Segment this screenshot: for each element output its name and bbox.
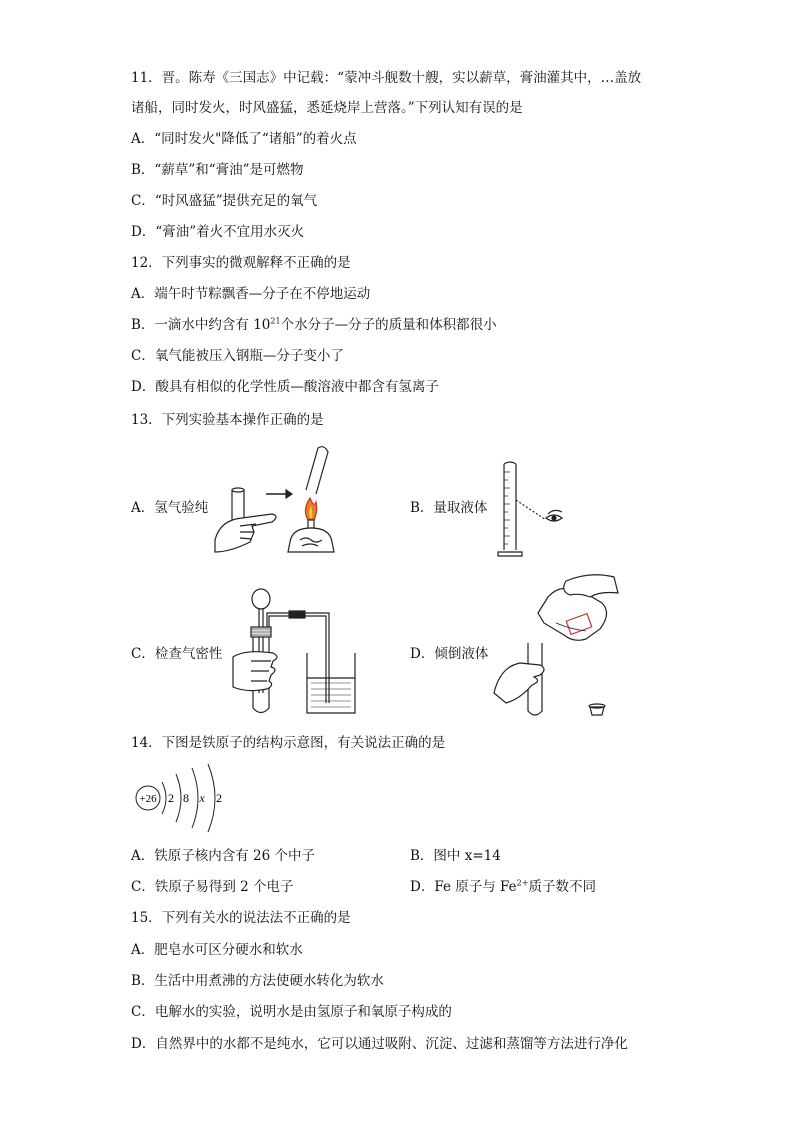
q14-option-b: B．图中 x=14 [410, 848, 501, 864]
measuring-cylinder-illustration [490, 460, 580, 560]
q14-option-d-text: D．Fe 原子与 Fe [410, 879, 517, 895]
hydrogen-test-illustration [210, 442, 355, 557]
q11-option-c: C．“时风盛猛”提供充足的氧气 [131, 193, 318, 209]
q14-option-a: A．铁原子核内含有 26 个中子 [131, 848, 316, 864]
q14-stem: 14．下图是铁原子的结构示意图，有关说法正确的是 [131, 735, 446, 751]
q15-stem: 15．下列有关水的说法法不正确的是 [131, 910, 351, 926]
q15-option-c: C．电解水的实验，说明水是由氢原子和氧原子构成的 [131, 1004, 452, 1020]
nucleus-charge-label: +26 [139, 793, 157, 805]
q12-option-b-text: B．一滴水中约含有 10 [131, 317, 271, 333]
q12-option-b-exponent: 21 [270, 316, 281, 326]
q14-option-d [410, 877, 596, 897]
q13-option-d: D．倾倒液体 [410, 646, 489, 662]
shell-1-electrons: 2 [168, 791, 174, 805]
shell-3-electrons: x [199, 791, 205, 805]
q11-option-b: B．“薪草”和“膏油”是可燃物 [131, 162, 304, 178]
q12-option-a: A．端午时节粽飘香—分子在不停地运动 [131, 286, 371, 302]
q13-option-c: C．检查气密性 [131, 646, 223, 662]
q13-option-a: A．氢气验纯 [131, 500, 209, 516]
airtightness-check-illustration [225, 583, 375, 718]
q12-option-d: D．酸具有相似的化学性质—酸溶液中都含有氢离子 [131, 379, 439, 395]
q14-option-d-charge: 2+ [516, 878, 529, 888]
q14-option-c: C．铁原子易得到 2 个电子 [131, 879, 294, 895]
shell-2-electrons: 8 [183, 791, 189, 805]
q11-stem-line2: 诸船，同时发火，时风盛猛，悉延烧岸上营落。”下列认知有误的是 [131, 100, 523, 116]
q11-option-a: A．“同时发火"降低了“诸船”的着火点 [131, 131, 357, 147]
q11-option-d: D．“膏油”着火不宜用水灭火 [131, 224, 305, 240]
q15-option-a: A．肥皂水可区分硬水和软水 [131, 942, 303, 958]
q13-option-b: B．量取液体 [410, 500, 488, 516]
q12-option-c: C．氧气能被压入钢瓶—分子变小了 [131, 348, 344, 364]
q15-option-b: B．生活中用煮沸的方法使硬水转化为软水 [131, 973, 384, 989]
q14-option-d-rest: 质子数不同 [528, 879, 596, 895]
shell-4-electrons: 2 [216, 791, 222, 805]
q12-stem: 12．下列事实的微观解释不正确的是 [131, 255, 351, 271]
q12-option-b [131, 315, 497, 335]
iron-atom-structure-diagram [130, 760, 240, 840]
pouring-liquid-illustration [490, 573, 625, 723]
q13-stem: 13．下列实验基本操作正确的是 [131, 412, 324, 428]
q15-option-d: D．自然界中的水都不是纯水，它可以通过吸附、沉淀、过滤和蒸馏等方法进行净化 [131, 1036, 628, 1052]
q11-stem-line1: 11．晋。陈寿《三国志》中记载：“蒙冲斗舰数十艘，实以薪草，膏油灌其中，…盖放 [131, 70, 642, 86]
q12-option-b-rest: 个水分子—分子的质量和体积都很小 [280, 317, 497, 333]
